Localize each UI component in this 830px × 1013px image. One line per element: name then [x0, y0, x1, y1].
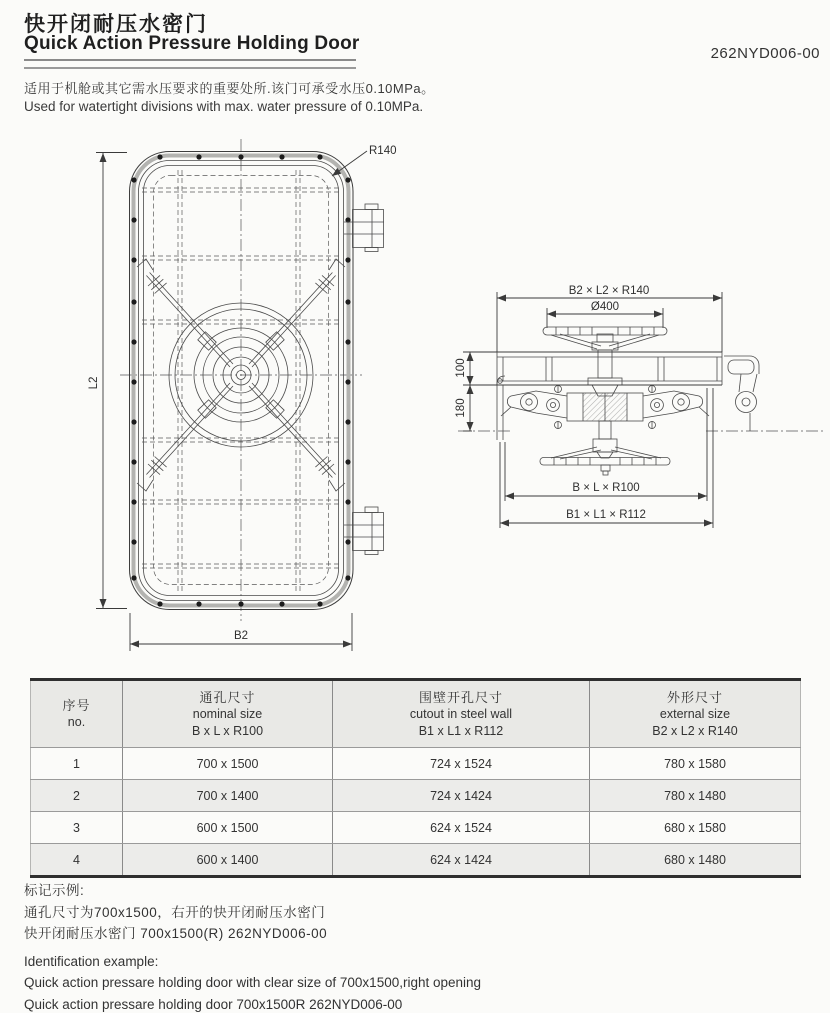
dog-mechanism [501, 385, 709, 429]
table-row: 2 700 x 1400 724 x 1424 780 x 1480 [31, 780, 801, 812]
header-cell-cutout: 围壁开孔尺寸 cutout in steel wall B1 x L1 x R112 [333, 680, 590, 748]
external-dim-label: B2 × L2 × R140 [568, 285, 650, 297]
height-dim-label: L2 [88, 376, 100, 390]
note-en-title: Identification example: [24, 953, 159, 969]
header-cell-external: 外形尺寸 external size B2 x L2 x R140 [590, 680, 801, 748]
page-title-zh: 快开闭耐压水密门 [24, 13, 208, 36]
table-row: 4 600 x 1400 624 x 1424 680 x 1480 [31, 844, 801, 877]
cutout-dim-label: B1 × L1 × R112 [566, 509, 646, 521]
handwheel-dim-label: Ø400 [590, 301, 620, 313]
table-row: 1 700 x 1500 724 x 1524 780 x 1580 [31, 748, 801, 780]
table-row: 3 600 x 1500 624 x 1524 680 x 1580 [31, 812, 801, 844]
header-cell-no: 序号 no. [31, 680, 123, 748]
identification-notes [24, 880, 481, 1013]
document-number: 262NYD006-00 [710, 45, 820, 62]
note-en-line1: Quick action pressare holding door with clear size of 700x1500,right opening [24, 975, 482, 990]
front-view-drawing [75, 130, 465, 675]
note-zh-title: 标记示例: [24, 883, 85, 898]
clear-dim-label: B × L × R100 [572, 482, 640, 494]
page-title-en: Quick Action Pressure Holding Door [24, 33, 360, 54]
upper-handwheel [543, 327, 667, 396]
section-hinge [724, 356, 759, 431]
note-en-line2: Quick action pressare holding door 700x1500R 262NYD006-00 [24, 996, 403, 1012]
width-dim-label: B2 [233, 630, 249, 642]
lower-handwheel [540, 421, 670, 475]
door-body-section [497, 352, 722, 385]
coaming-wall [458, 376, 824, 440]
note-zh-line2: 快开闭耐压水密门 700x1500(R) 262NYD006-00 [24, 926, 328, 941]
dim-100-180 [455, 352, 497, 431]
section-view-drawing [450, 275, 830, 545]
dim-l2 [88, 153, 127, 609]
door-centerlines [120, 139, 362, 621]
intro-text-en: Used for watertight divisions with max. water pressure of 0.10MPa. [24, 99, 424, 114]
corner-radius-label: R140 [369, 145, 397, 157]
intro-text-zh: 适用于机舱或其它需水压要求的重要处所.该门可承受水压0.10MPa。 [24, 81, 435, 96]
dim-handwheel [547, 301, 663, 328]
table-header-row [31, 680, 801, 748]
note-zh-line1: 通孔尺寸为700x1500，右开的快开闭耐压水密门 [24, 904, 326, 920]
dim-180-label: 180 [455, 398, 467, 418]
dim-b2 [130, 613, 352, 651]
dimension-table [30, 678, 801, 878]
title-underline [24, 59, 356, 69]
dim-100-label: 100 [455, 358, 467, 378]
header-cell-nominal: 通孔尺寸 nominal size B x L x R100 [123, 680, 333, 748]
